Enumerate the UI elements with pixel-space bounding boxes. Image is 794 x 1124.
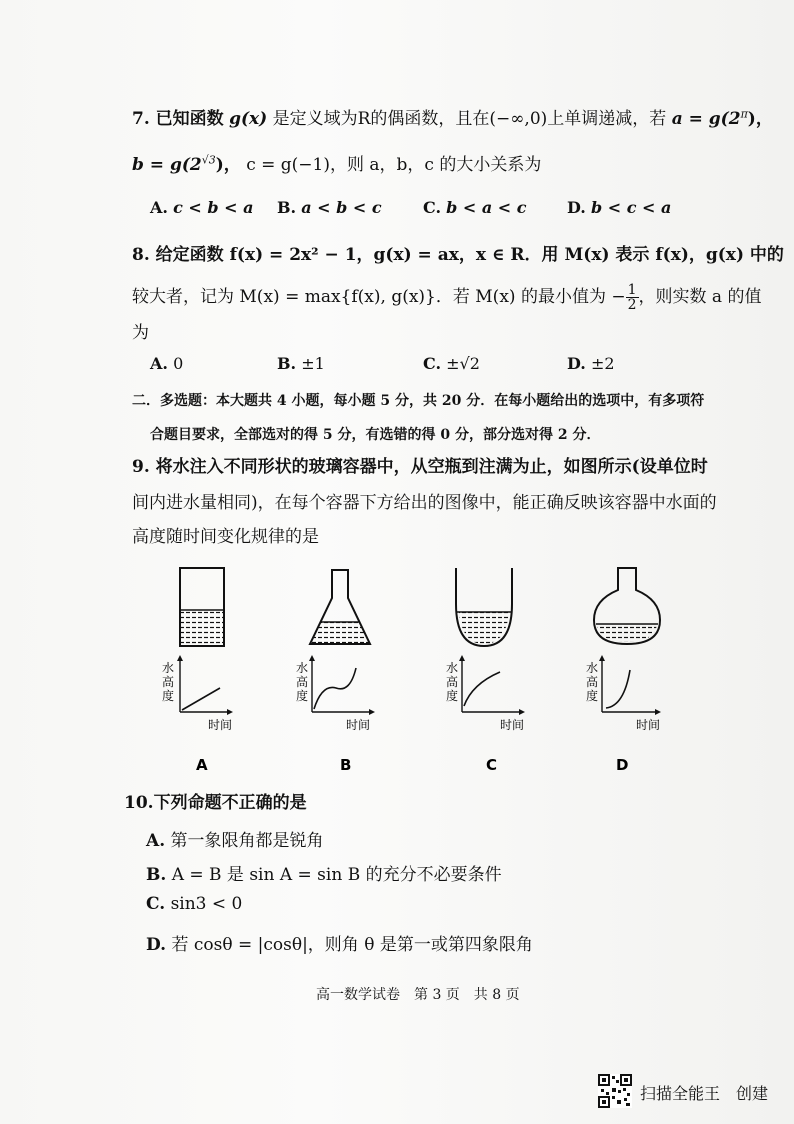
option-text: c < b < a <box>173 198 254 217</box>
q9-line1 <box>132 452 708 477</box>
q7-text: 是定义域为R的偶函数，且在(−∞,0)上单调递减，若 <box>272 109 667 129</box>
option-label: B. <box>277 354 297 373</box>
q10-option-c <box>146 894 242 914</box>
fraction-numerator: 1 <box>627 282 637 298</box>
y-label-a-2: 高 <box>162 675 175 689</box>
q8-option-c <box>423 354 480 373</box>
option-label: D. <box>146 935 167 955</box>
y-label-b-2: 高 <box>296 675 309 689</box>
section2-line2: 合题目要求，全部选对的得 5 分，有选错的得 0 分，部分选对得 2 分． <box>150 427 601 443</box>
option-label: C. <box>423 354 442 373</box>
option-text: b < c < a <box>590 198 672 217</box>
q7-prefix: 7. 已知函数 <box>132 109 224 129</box>
panel-label-b: B <box>340 756 352 774</box>
q7-option-a <box>150 198 253 217</box>
option-text: ±2 <box>590 354 615 373</box>
y-label-c-2: 高 <box>446 675 459 689</box>
option-text: 第一象限角都是锐角 <box>170 831 324 851</box>
graph-a <box>162 655 233 732</box>
q7-option-d <box>567 198 671 217</box>
y-label-b-1: 水 <box>296 661 309 675</box>
x-label-d: 时间 <box>636 718 661 732</box>
panel-label-d: D <box>616 756 629 774</box>
q7-line1 <box>132 104 773 129</box>
q8-text2b: ，则实数 a 的值 <box>638 287 762 307</box>
q10-option-b <box>146 860 502 885</box>
q8-option-b <box>277 354 325 373</box>
q10-stem <box>124 788 307 813</box>
q9-figure <box>150 560 670 780</box>
container-c <box>456 568 512 646</box>
y-label-a-3: 度 <box>162 689 175 703</box>
option-text: b < a < c <box>446 198 527 217</box>
q10-option-a <box>146 826 324 851</box>
fraction-denominator: 2 <box>627 297 637 313</box>
y-label-c-3: 度 <box>446 689 459 703</box>
panel-label-c: C <box>486 756 498 774</box>
option-label: B. <box>146 865 167 885</box>
q8-text2a: 较大者，记为 M(x) = max{f(x), g(x)}．若 M(x) 的最小值为 − <box>132 287 626 307</box>
q10-option-d <box>146 930 533 955</box>
y-label-d-3: 度 <box>586 689 599 703</box>
q8-fraction <box>626 283 639 312</box>
graph-b <box>296 655 375 732</box>
y-label-d-1: 水 <box>586 661 599 675</box>
x-label-a: 时间 <box>208 718 233 732</box>
option-label: A. <box>150 354 168 373</box>
q9-text2: 间内进水量相同)，在每个容器下方给出的图像中，能正确反映该容器中水面的 <box>132 493 717 513</box>
container-a <box>180 568 224 646</box>
q7-b-exp: √3 <box>201 153 216 167</box>
option-label: C. <box>423 198 442 217</box>
panel-label-a: A <box>196 756 208 774</box>
scanner-watermark: 扫描全能王 创建 <box>640 1084 769 1103</box>
q8-option-d <box>567 354 615 373</box>
option-label: B. <box>277 198 297 217</box>
option-text: A = B 是 sin A = sin B 的充分不必要条件 <box>171 865 502 885</box>
container-d <box>594 568 660 644</box>
q8-line1 <box>132 240 784 265</box>
option-text: ±1 <box>301 354 325 373</box>
q7-line2 <box>132 150 541 175</box>
q9-line3 <box>132 522 319 547</box>
option-label: D. <box>567 198 586 217</box>
option-text: a < b < c <box>301 198 382 217</box>
option-label: C. <box>146 894 166 914</box>
option-text: 0 <box>173 354 184 373</box>
q7-b-close: )， <box>215 155 241 175</box>
q7-b-eq: b = g(2 <box>132 155 202 175</box>
page-footer: 高一数学试卷 第 3 页 共 8 页 <box>316 987 520 1003</box>
q7-a-exp: π <box>740 107 748 121</box>
option-label: D. <box>567 354 586 373</box>
option-label: A. <box>150 198 168 217</box>
option-text: sin3 < 0 <box>170 894 243 914</box>
q8-text3: 为 <box>132 323 149 343</box>
q9-text3: 高度随时间变化规律的是 <box>132 527 319 547</box>
q9-text1: 9. 将水注入不同形状的玻璃容器中，从空瓶到注满为止，如图所示(设单位时 <box>132 457 708 477</box>
q7-option-b <box>277 198 382 217</box>
q7-a-close: )， <box>747 109 773 129</box>
container-b <box>310 570 370 644</box>
x-label-c: 时间 <box>500 718 525 732</box>
q9-line2 <box>132 488 717 513</box>
q7-c-eq: c = g(−1)，则 a，b，c 的大小关系为 <box>246 155 542 175</box>
y-label-d-2: 高 <box>586 675 599 689</box>
q7-a-eq: a = g(2 <box>671 109 741 129</box>
q7-option-c <box>423 198 527 217</box>
q8-line3 <box>132 318 149 343</box>
graph-d <box>586 655 661 732</box>
option-text: 若 cosθ = |cosθ|，则角 θ 是第一或第四象限角 <box>171 935 533 955</box>
graph-c <box>446 655 525 732</box>
qr-code-icon <box>598 1074 632 1108</box>
option-text: ±√2 <box>446 354 480 373</box>
y-label-b-3: 度 <box>296 689 309 703</box>
q8-line2 <box>132 282 761 312</box>
q8-text1: 8. 给定函数 f(x) = 2x² − 1，g(x) = ax，x ∈ R．用 M(x) 表示 f(x)，g(x) 中的 <box>132 245 784 265</box>
option-label: A. <box>146 831 166 851</box>
x-label-b: 时间 <box>346 718 371 732</box>
section2-line1: 二．多选题：本大题共 4 小题，每小题 5 分，共 20 分．在每小题给出的选项中，有多项符 <box>132 393 705 409</box>
q7-gx: g(x) <box>229 109 268 129</box>
q8-option-a <box>150 354 183 373</box>
y-label-a-1: 水 <box>162 661 175 675</box>
y-label-c-1: 水 <box>446 661 459 675</box>
q10-text: 10.下列命题不正确的是 <box>124 793 307 813</box>
